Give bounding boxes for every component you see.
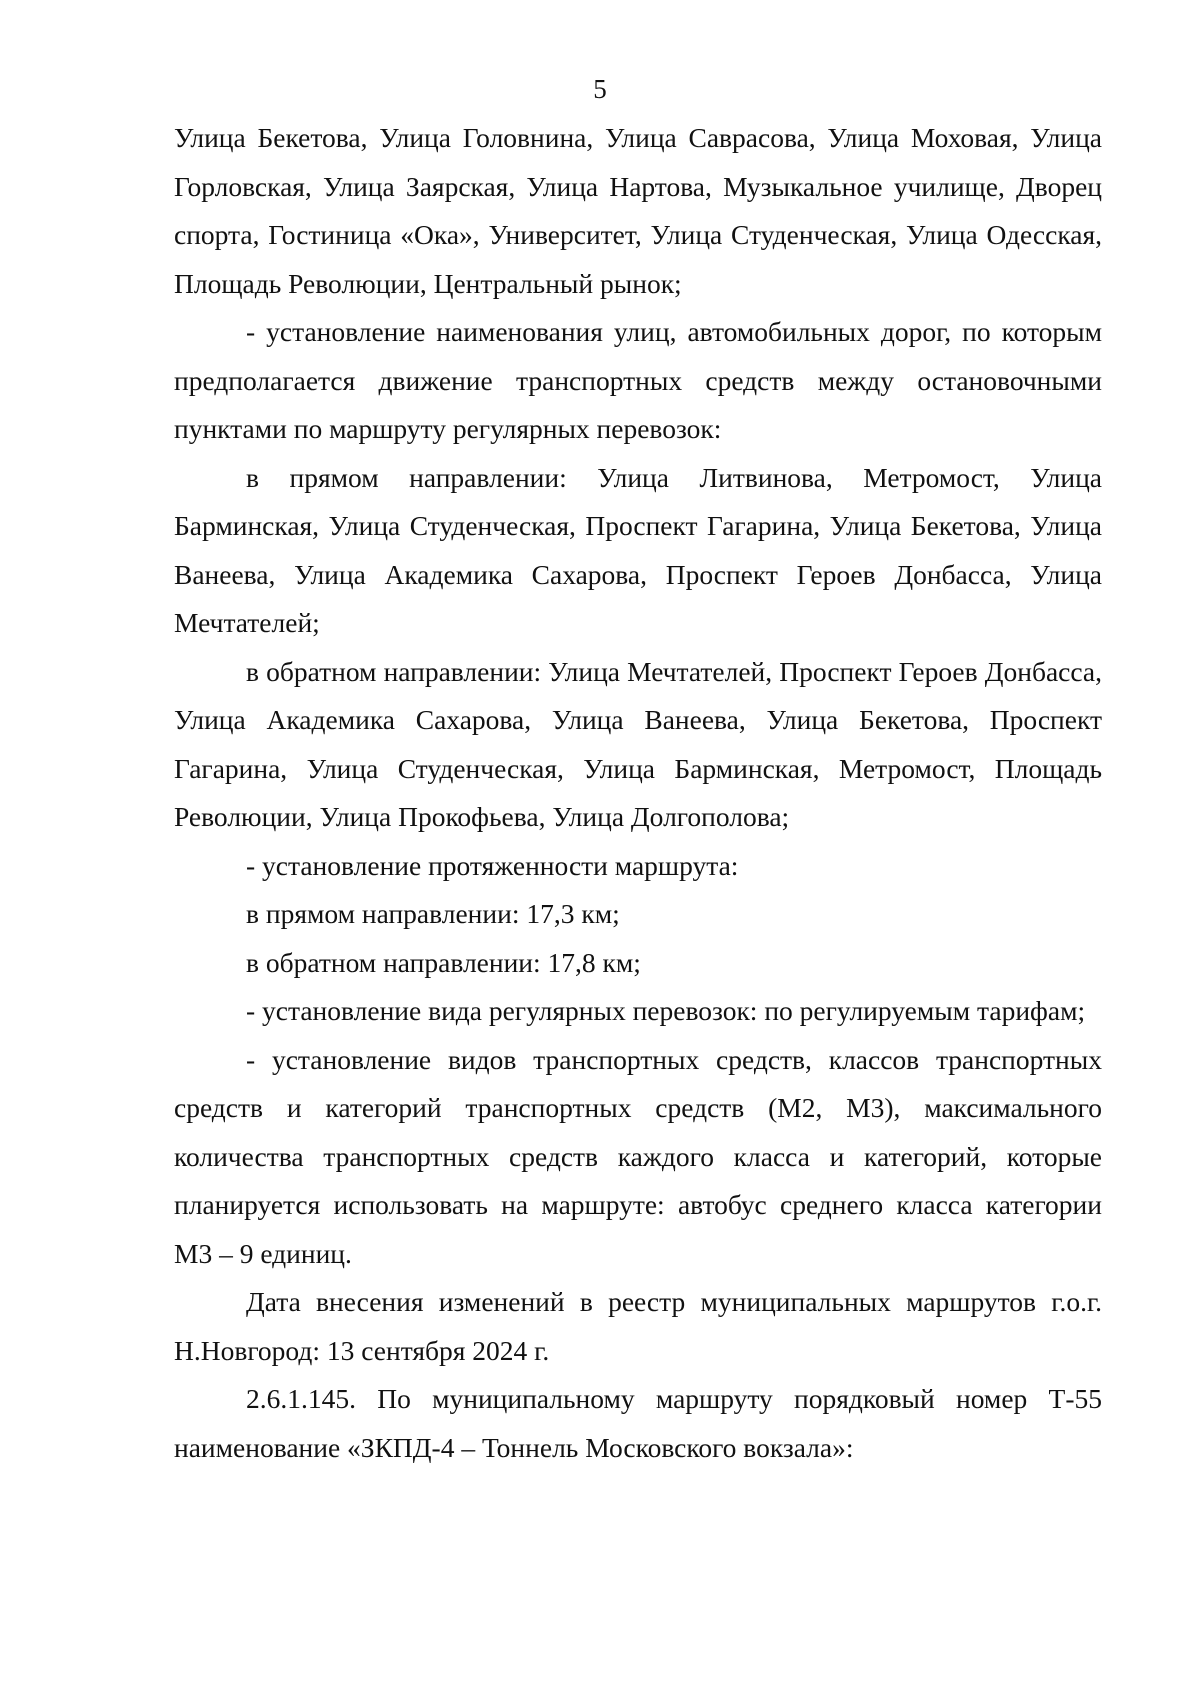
- paragraph-route-length: - установление протяженности маршрута:: [246, 849, 739, 881]
- paragraph-transport-type: - установление вида регулярных перевозок: по регулируемым тарифам;: [246, 995, 1086, 1026]
- paragraph-street-names: - установление наименования улиц, автомобильных дорог, по которым предполагается движение транспортных средств между остановочными пунктами по маршруту регулярных перевозок:: [174, 316, 1102, 444]
- paragraph-route-t55-heading: 2.6.1.145. По муниципальному маршруту порядковый номер Т-55 наименование «ЗКПД-4 – Тоннель Московского вокзала»:: [174, 1383, 1102, 1463]
- paragraph-registry-date: Дата внесения изменений в реестр муниципальных маршрутов г.о.г. Н.Новгород: 13 сентября 2024 г.: [174, 1286, 1102, 1366]
- document-body: [174, 114, 1102, 1472]
- paragraph-forward-direction-streets: в прямом направлении: Улица Литвинова, Метромост, Улица Барминская, Улица Студенческая, Проспект Гагарина, Улица Бекетова, Улица Ванеева, Улица Академика Сахарова, Проспект Героев Донбасса, Улица Мечтателей;: [174, 461, 1102, 638]
- paragraph-reverse-direction-streets: в обратном направлении: Улица Мечтателей, Проспект Героев Донбасса, Улица Академика Сахарова, Улица Ванеева, Улица Бекетова, Проспект Гагарина, Улица Студенческая, Улица Барминская, Метромост, Площадь Революции, Улица Прокофьева, Улица Долгополова;: [174, 655, 1102, 832]
- paragraph-vehicle-classes: - установление видов транспортных средств, классов транспортных средств и категорий транспортных средств (М2, М3), максимального количества транспортных средств каждого класса и категорий, которые планируется использовать на маршруте: автобус среднего класса категории М3 – 9 единиц.: [174, 1043, 1102, 1269]
- paragraph-stops-continuation: Улица Бекетова, Улица Головнина, Улица Саврасова, Улица Моховая, Улица Горловская, Улица Заярская, Улица Нартова, Музыкальное училище, Дворец спорта, Гостиница «Ока», Университет, Улица Студенческая, Улица Одесская, Площадь Революции, Центральный рынок;: [174, 122, 1102, 299]
- paragraph-reverse-length: в обратном направлении: 17,8 км;: [246, 946, 641, 978]
- page-number: 5: [593, 74, 607, 104]
- paragraph-forward-length: в прямом направлении: 17,3 км;: [246, 898, 620, 929]
